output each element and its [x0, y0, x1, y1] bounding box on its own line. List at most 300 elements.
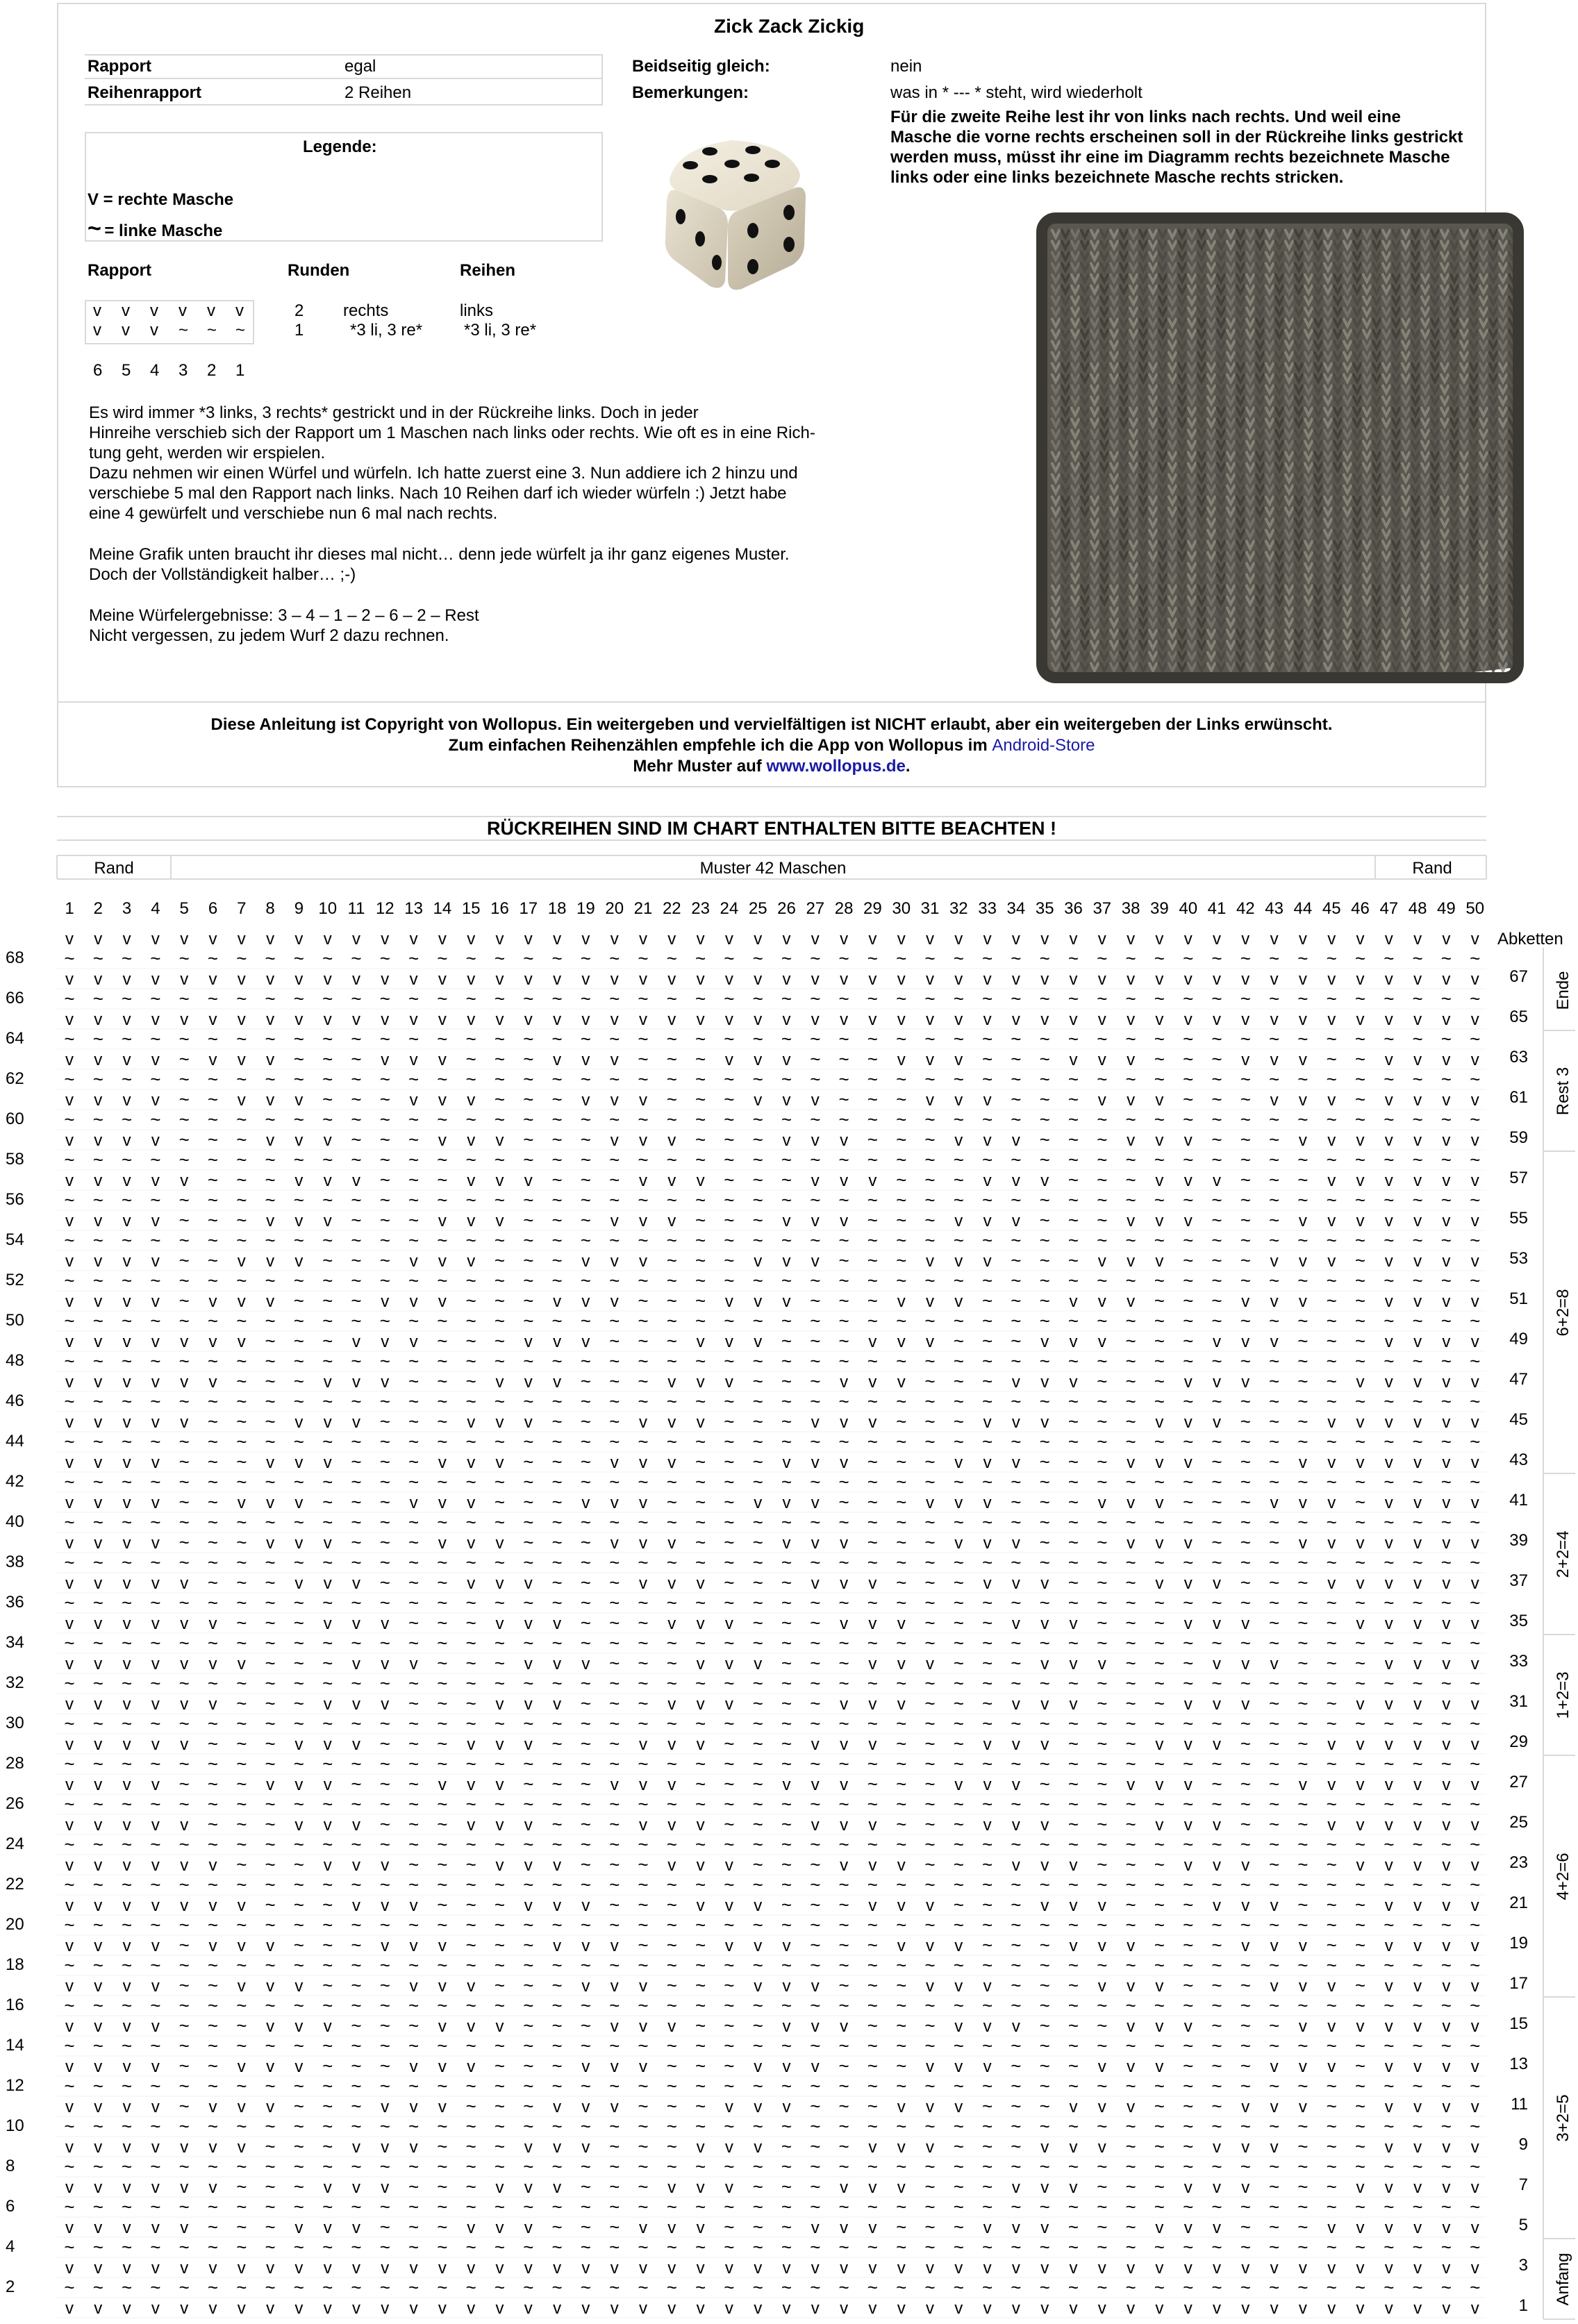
knit-stitch: v [1470, 1856, 1479, 1875]
purl-stitch: ~ [1440, 2277, 1452, 2298]
knit-stitch: v [65, 1453, 74, 1472]
purl-stitch: ~ [494, 1089, 506, 1110]
purl-stitch: ~ [867, 948, 878, 969]
repeat-symbol: ~ [178, 321, 189, 340]
knit-stitch: v [294, 2057, 304, 2076]
purl-stitch: ~ [1297, 1512, 1309, 1532]
knit-stitch: v [1270, 2299, 1279, 2318]
knit-stitch: v [897, 2138, 906, 2157]
knit-stitch: v [237, 930, 246, 948]
purl-stitch: ~ [523, 1089, 534, 1110]
purl-stitch: ~ [695, 1995, 706, 2016]
purl-stitch: ~ [1326, 1552, 1337, 1573]
purl-stitch: ~ [1211, 1270, 1222, 1291]
even-row-number: 20 [6, 1915, 24, 1934]
knit-stitch: v [1384, 2299, 1393, 2318]
knit-stitch: v [1270, 1252, 1279, 1271]
column-number: 1 [65, 899, 74, 918]
purl-stitch: ~ [638, 1794, 649, 1814]
purl-stitch: ~ [207, 1753, 219, 1774]
purl-stitch: ~ [322, 1975, 333, 1996]
purl-stitch: ~ [609, 1411, 620, 1432]
purl-stitch: ~ [207, 1351, 219, 1371]
purl-stitch: ~ [322, 2116, 333, 2137]
purl-stitch: ~ [1039, 948, 1050, 969]
purl-stitch: ~ [322, 2035, 333, 2056]
purl-stitch: ~ [293, 2156, 304, 2177]
purl-stitch: ~ [265, 2156, 276, 2177]
bemerkungen-value: was in * --- * steht, wird wiederholt [890, 83, 1143, 102]
purl-stitch: ~ [408, 1129, 420, 1150]
knit-stitch: v [208, 2259, 217, 2277]
purl-stitch: ~ [236, 1431, 247, 1452]
purl-stitch: ~ [1125, 2075, 1136, 2096]
knit-stitch: v [467, 2057, 476, 2076]
purl-stitch: ~ [408, 2156, 420, 2177]
purl-stitch: ~ [695, 1109, 706, 1130]
knit-stitch: v [438, 1212, 447, 1230]
purl-stitch: ~ [1412, 1391, 1423, 1412]
purl-stitch: ~ [924, 1632, 936, 1653]
purl-stitch: ~ [408, 2216, 420, 2237]
knit-stitch: v [1413, 2138, 1422, 2157]
purl-stitch: ~ [322, 1270, 333, 1291]
purl-stitch: ~ [494, 1310, 506, 1331]
knit-stitch: v [1356, 1171, 1365, 1190]
purl-stitch: ~ [1354, 988, 1366, 1009]
purl-stitch: ~ [1269, 1451, 1280, 1472]
knit-stitch: v [811, 930, 820, 948]
knit-stitch: v [266, 2057, 275, 2076]
knit-stitch: v [237, 970, 246, 989]
purl-stitch: ~ [408, 1189, 420, 1210]
purl-stitch: ~ [953, 2156, 964, 2177]
purl-stitch: ~ [551, 1431, 563, 1452]
odd-row-number: 49 [1509, 1330, 1528, 1348]
purl-stitch: ~ [867, 1351, 878, 1371]
knit-stitch: v [524, 1574, 533, 1593]
purl-stitch: ~ [523, 1290, 534, 1311]
purl-stitch: ~ [609, 1713, 620, 1734]
knit-stitch: v [1298, 1494, 1307, 1512]
even-row-number: 24 [6, 1834, 24, 1853]
purl-stitch: ~ [1039, 2055, 1050, 2076]
purl-stitch: ~ [1297, 1028, 1309, 1049]
knit-stitch: v [667, 2017, 676, 2036]
purl-stitch: ~ [265, 1693, 276, 1714]
purl-stitch: ~ [1097, 1914, 1108, 1935]
purl-stitch: ~ [781, 1330, 792, 1351]
purl-stitch: ~ [207, 1431, 219, 1452]
column-number: 21 [633, 899, 653, 918]
purl-stitch: ~ [580, 1129, 591, 1150]
purl-stitch: ~ [810, 988, 821, 1009]
knit-stitch: v [1155, 2218, 1164, 2237]
purl-stitch: ~ [953, 2277, 964, 2298]
purl-stitch: ~ [1125, 1149, 1136, 1170]
purl-stitch: ~ [1068, 2277, 1079, 2298]
purl-stitch: ~ [724, 1592, 735, 1613]
purl-stitch: ~ [465, 1794, 476, 1814]
purl-stitch: ~ [838, 1310, 849, 1331]
odd-row-number: 17 [1509, 1974, 1528, 1993]
purl-stitch: ~ [322, 1069, 333, 1089]
purl-stitch: ~ [838, 1794, 849, 1814]
purl-stitch: ~ [236, 1471, 247, 1492]
knit-stitch: v [1241, 1010, 1250, 1029]
knit-stitch: v [840, 930, 849, 948]
purl-stitch: ~ [724, 1955, 735, 1975]
purl-stitch: ~ [523, 1491, 534, 1512]
purl-stitch: ~ [810, 1028, 821, 1049]
purl-stitch: ~ [838, 2116, 849, 2137]
purl-stitch: ~ [1269, 2116, 1280, 2137]
knit-stitch: v [352, 1373, 360, 1391]
purl-stitch: ~ [178, 1189, 190, 1210]
purl-stitch: ~ [1039, 1270, 1050, 1291]
purl-stitch: ~ [1240, 1914, 1251, 1935]
purl-stitch: ~ [953, 1371, 964, 1391]
more-patterns-suffix: . [905, 757, 911, 776]
purl-stitch: ~ [580, 1189, 591, 1210]
purl-stitch: ~ [1412, 2035, 1423, 2056]
purl-stitch: ~ [810, 1612, 821, 1633]
purl-stitch: ~ [1240, 1431, 1251, 1452]
purl-stitch: ~ [867, 1753, 878, 1774]
purl-stitch: ~ [322, 948, 333, 969]
knit-stitch: v [639, 1413, 647, 1432]
purl-stitch: ~ [379, 1391, 390, 1412]
purl-stitch: ~ [638, 1028, 649, 1049]
knit-stitch: v [1384, 1735, 1393, 1754]
purl-stitch: ~ [1211, 1210, 1222, 1230]
purl-stitch: ~ [551, 1794, 563, 1814]
android-store-link[interactable]: Android-Store [992, 736, 1095, 755]
knit-stitch: v [94, 1091, 103, 1110]
purl-stitch: ~ [695, 2015, 706, 2036]
purl-stitch: ~ [1269, 1995, 1280, 2016]
purl-stitch: ~ [1240, 1069, 1251, 1089]
knit-stitch: v [266, 1977, 275, 1996]
purl-stitch: ~ [122, 1028, 133, 1049]
knit-stitch: v [926, 1655, 934, 1673]
knit-stitch: v [208, 1051, 217, 1069]
purl-stitch: ~ [236, 1069, 247, 1089]
purl-stitch: ~ [1354, 1794, 1366, 1814]
knit-stitch: v [1097, 1896, 1106, 1915]
purl-stitch: ~ [408, 1733, 420, 1754]
purl-stitch: ~ [1011, 1330, 1022, 1351]
purl-stitch: ~ [1068, 1673, 1079, 1694]
purl-stitch: ~ [322, 1653, 333, 1673]
knit-stitch: v [180, 2259, 189, 2277]
purl-stitch: ~ [523, 1431, 534, 1452]
knit-stitch: v [65, 2138, 74, 2157]
purl-stitch: ~ [236, 2176, 247, 2197]
purl-stitch: ~ [408, 1632, 420, 1653]
even-row-number: 40 [6, 1512, 24, 1531]
purl-stitch: ~ [1097, 2015, 1108, 2036]
purl-stitch: ~ [1440, 1069, 1452, 1089]
knit-stitch: v [1127, 1252, 1136, 1271]
purl-stitch: ~ [1154, 1653, 1165, 1673]
purl-stitch: ~ [1183, 1632, 1194, 1653]
purl-stitch: ~ [580, 1391, 591, 1412]
purl-stitch: ~ [1125, 1914, 1136, 1935]
purl-stitch: ~ [1297, 2176, 1309, 2197]
purl-stitch: ~ [379, 1149, 390, 1170]
purl-stitch: ~ [437, 1854, 448, 1875]
purl-stitch: ~ [178, 1109, 190, 1130]
purl-stitch: ~ [1068, 1874, 1079, 1895]
purl-stitch: ~ [1297, 2216, 1309, 2237]
purl-stitch: ~ [1440, 2156, 1452, 2177]
purl-stitch: ~ [122, 1995, 133, 2016]
purl-stitch: ~ [437, 1330, 448, 1351]
purl-stitch: ~ [838, 1089, 849, 1110]
knit-stitch: v [1184, 1171, 1193, 1190]
purl-stitch: ~ [1068, 1592, 1079, 1613]
purl-stitch: ~ [1097, 2156, 1108, 2177]
purl-stitch: ~ [1240, 1351, 1251, 1371]
purl-stitch: ~ [781, 1794, 792, 1814]
knit-stitch: v [1069, 1010, 1078, 1029]
purl-stitch: ~ [379, 2156, 390, 2177]
purl-stitch: ~ [1412, 2116, 1423, 2137]
purl-stitch: ~ [465, 1351, 476, 1371]
purl-stitch: ~ [1326, 1189, 1337, 1210]
purl-stitch: ~ [293, 1149, 304, 1170]
purl-stitch: ~ [924, 1431, 936, 1452]
purl-stitch: ~ [1240, 1733, 1251, 1754]
knit-stitch: v [65, 1816, 74, 1834]
purl-stitch: ~ [293, 1351, 304, 1371]
knit-stitch: v [1413, 1937, 1422, 1955]
purl-stitch: ~ [1412, 988, 1423, 1009]
purl-stitch: ~ [379, 1471, 390, 1492]
purl-stitch: ~ [551, 1270, 563, 1291]
purl-stitch: ~ [1269, 1814, 1280, 1834]
knit-stitch: v [1327, 1775, 1336, 1794]
purl-stitch: ~ [1039, 1491, 1050, 1512]
purl-stitch: ~ [1183, 1290, 1194, 1311]
purl-stitch: ~ [1125, 1592, 1136, 1613]
purl-stitch: ~ [1297, 1310, 1309, 1331]
knit-stitch: v [1470, 1413, 1479, 1432]
knit-stitch: v [94, 1413, 103, 1432]
knit-stitch: v [1213, 2178, 1221, 2197]
purl-stitch: ~ [1470, 1189, 1481, 1210]
purl-stitch: ~ [207, 2277, 219, 2298]
purl-stitch: ~ [982, 1149, 993, 1170]
purl-stitch: ~ [408, 1532, 420, 1553]
knit-stitch: v [667, 1212, 676, 1230]
purl-stitch: ~ [1154, 1552, 1165, 1573]
knit-stitch: v [180, 2138, 189, 2157]
knit-stitch: v [811, 1131, 820, 1150]
knit-stitch: v [610, 2057, 619, 2076]
purl-stitch: ~ [1412, 1955, 1423, 1975]
knit-stitch: v [983, 1252, 992, 1271]
purl-stitch: ~ [1011, 1894, 1022, 1915]
knit-stitch: v [467, 1010, 476, 1029]
purl-stitch: ~ [408, 2196, 420, 2217]
purl-stitch: ~ [523, 1391, 534, 1412]
purl-stitch: ~ [609, 1270, 620, 1291]
purl-stitch: ~ [178, 1210, 190, 1230]
purl-stitch: ~ [1297, 1713, 1309, 1734]
purl-stitch: ~ [1039, 1431, 1050, 1452]
knit-stitch: v [1470, 1171, 1479, 1190]
purl-stitch: ~ [1240, 1451, 1251, 1472]
purl-stitch: ~ [437, 1572, 448, 1593]
purl-stitch: ~ [465, 1290, 476, 1311]
purl-stitch: ~ [982, 1552, 993, 1573]
purl-stitch: ~ [1154, 2237, 1165, 2257]
knit-stitch: v [696, 930, 705, 948]
purl-stitch: ~ [1211, 1552, 1222, 1573]
purl-stitch: ~ [293, 1955, 304, 1975]
knit-stitch: v [954, 1494, 963, 1512]
purl-stitch: ~ [437, 1995, 448, 2016]
purl-stitch: ~ [724, 1975, 735, 1996]
purl-stitch: ~ [1297, 1753, 1309, 1774]
knit-stitch: v [667, 1695, 676, 1714]
knit-stitch: v [581, 1252, 590, 1271]
purl-stitch: ~ [1326, 1713, 1337, 1734]
knit-stitch: v [323, 1171, 332, 1190]
purl-stitch: ~ [351, 2096, 362, 2116]
purl-stitch: ~ [638, 1512, 649, 1532]
purl-stitch: ~ [1326, 1874, 1337, 1895]
purl-stitch: ~ [638, 1934, 649, 1955]
knit-stitch: v [381, 1292, 390, 1311]
purl-stitch: ~ [838, 2237, 849, 2257]
purl-stitch: ~ [379, 1451, 390, 1472]
knit-stitch: v [1356, 1453, 1365, 1472]
purl-stitch: ~ [523, 1794, 534, 1814]
purl-stitch: ~ [867, 1310, 878, 1331]
purl-stitch: ~ [265, 2216, 276, 2237]
purl-stitch: ~ [408, 1753, 420, 1774]
purl-stitch: ~ [351, 1955, 362, 1975]
knit-stitch: v [1040, 970, 1049, 989]
legend-purl-symbol: ~ [88, 215, 101, 242]
purl-stitch: ~ [1440, 1914, 1452, 1935]
knit-stitch: v [553, 2259, 562, 2277]
purl-stitch: ~ [752, 1814, 763, 1834]
odd-row-number: 61 [1509, 1088, 1528, 1107]
purl-stitch: ~ [953, 1834, 964, 1855]
purl-stitch: ~ [1297, 1834, 1309, 1855]
wollopus-website-link[interactable]: www.wollopus.de [766, 757, 906, 776]
purl-stitch: ~ [982, 1934, 993, 1955]
purl-stitch: ~ [551, 2216, 563, 2237]
knit-stitch: v [1356, 1614, 1365, 1633]
purl-stitch: ~ [1326, 1109, 1337, 1130]
purl-stitch: ~ [437, 2196, 448, 2217]
knit-stitch: v [524, 1373, 533, 1391]
purl-stitch: ~ [351, 1914, 362, 1935]
purl-stitch: ~ [122, 1753, 133, 1774]
knit-stitch: v [1470, 970, 1479, 989]
purl-stitch: ~ [638, 2156, 649, 2177]
purl-stitch: ~ [781, 1371, 792, 1391]
purl-stitch: ~ [92, 2237, 103, 2257]
purl-stitch: ~ [1011, 1632, 1022, 1653]
purl-stitch: ~ [1039, 1975, 1050, 1996]
knit-stitch: v [1298, 1534, 1307, 1553]
purl-stitch: ~ [494, 2277, 506, 2298]
purl-stitch: ~ [465, 1934, 476, 1955]
purl-stitch: ~ [838, 1673, 849, 1694]
knit-stitch: v [667, 2299, 676, 2318]
purl-stitch: ~ [523, 1934, 534, 1955]
purl-stitch: ~ [1240, 1995, 1251, 2016]
knit-stitch: v [180, 1695, 189, 1714]
purl-stitch: ~ [379, 1270, 390, 1291]
purl-stitch: ~ [437, 1028, 448, 1049]
purl-stitch: ~ [724, 1532, 735, 1553]
purl-stitch: ~ [551, 1391, 563, 1412]
purl-stitch: ~ [953, 1230, 964, 1251]
purl-stitch: ~ [1125, 2116, 1136, 2137]
purl-stitch: ~ [838, 2075, 849, 2096]
purl-stitch: ~ [838, 1250, 849, 1271]
odd-row-number: 5 [1518, 2216, 1528, 2234]
repeat-symbol: v [235, 301, 244, 320]
purl-stitch: ~ [178, 1995, 190, 2016]
purl-stitch: ~ [580, 1451, 591, 1472]
purl-stitch: ~ [953, 1673, 964, 1694]
odd-row-number: 9 [1518, 2135, 1528, 2154]
knit-stitch: v [1069, 2178, 1078, 2197]
purl-stitch: ~ [1011, 1995, 1022, 2016]
column-number: 3 [122, 899, 132, 918]
knit-stitch: v [1241, 2178, 1250, 2197]
knit-stitch: v [811, 2218, 820, 2237]
purl-stitch: ~ [1068, 988, 1079, 1009]
purl-stitch: ~ [810, 1834, 821, 1855]
purl-stitch: ~ [609, 1894, 620, 1915]
purl-stitch: ~ [465, 1894, 476, 1915]
purl-stitch: ~ [1384, 1512, 1395, 1532]
purl-stitch: ~ [379, 1089, 390, 1110]
knit-stitch: v [1327, 1534, 1336, 1553]
knit-stitch: v [1413, 2299, 1422, 2318]
purl-stitch: ~ [465, 1471, 476, 1492]
purl-stitch: ~ [1068, 1351, 1079, 1371]
knit-stitch: v [1413, 1534, 1422, 1553]
purl-stitch: ~ [265, 2075, 276, 2096]
purl-stitch: ~ [1183, 1250, 1194, 1271]
knit-stitch: v [1356, 1856, 1365, 1875]
purl-stitch: ~ [265, 1552, 276, 1573]
purl-stitch: ~ [1183, 1310, 1194, 1331]
purl-stitch: ~ [1470, 1552, 1481, 1573]
purl-stitch: ~ [982, 1270, 993, 1291]
knit-stitch: v [1184, 2218, 1193, 2237]
knit-stitch: v [926, 930, 934, 948]
purl-stitch: ~ [838, 1491, 849, 1512]
purl-stitch: ~ [666, 2075, 677, 2096]
purl-stitch: ~ [1097, 2176, 1108, 2197]
purl-stitch: ~ [408, 1995, 420, 2016]
purl-stitch: ~ [695, 1189, 706, 1210]
purl-stitch: ~ [494, 1270, 506, 1291]
purl-stitch: ~ [523, 1270, 534, 1291]
purl-stitch: ~ [924, 1391, 936, 1412]
